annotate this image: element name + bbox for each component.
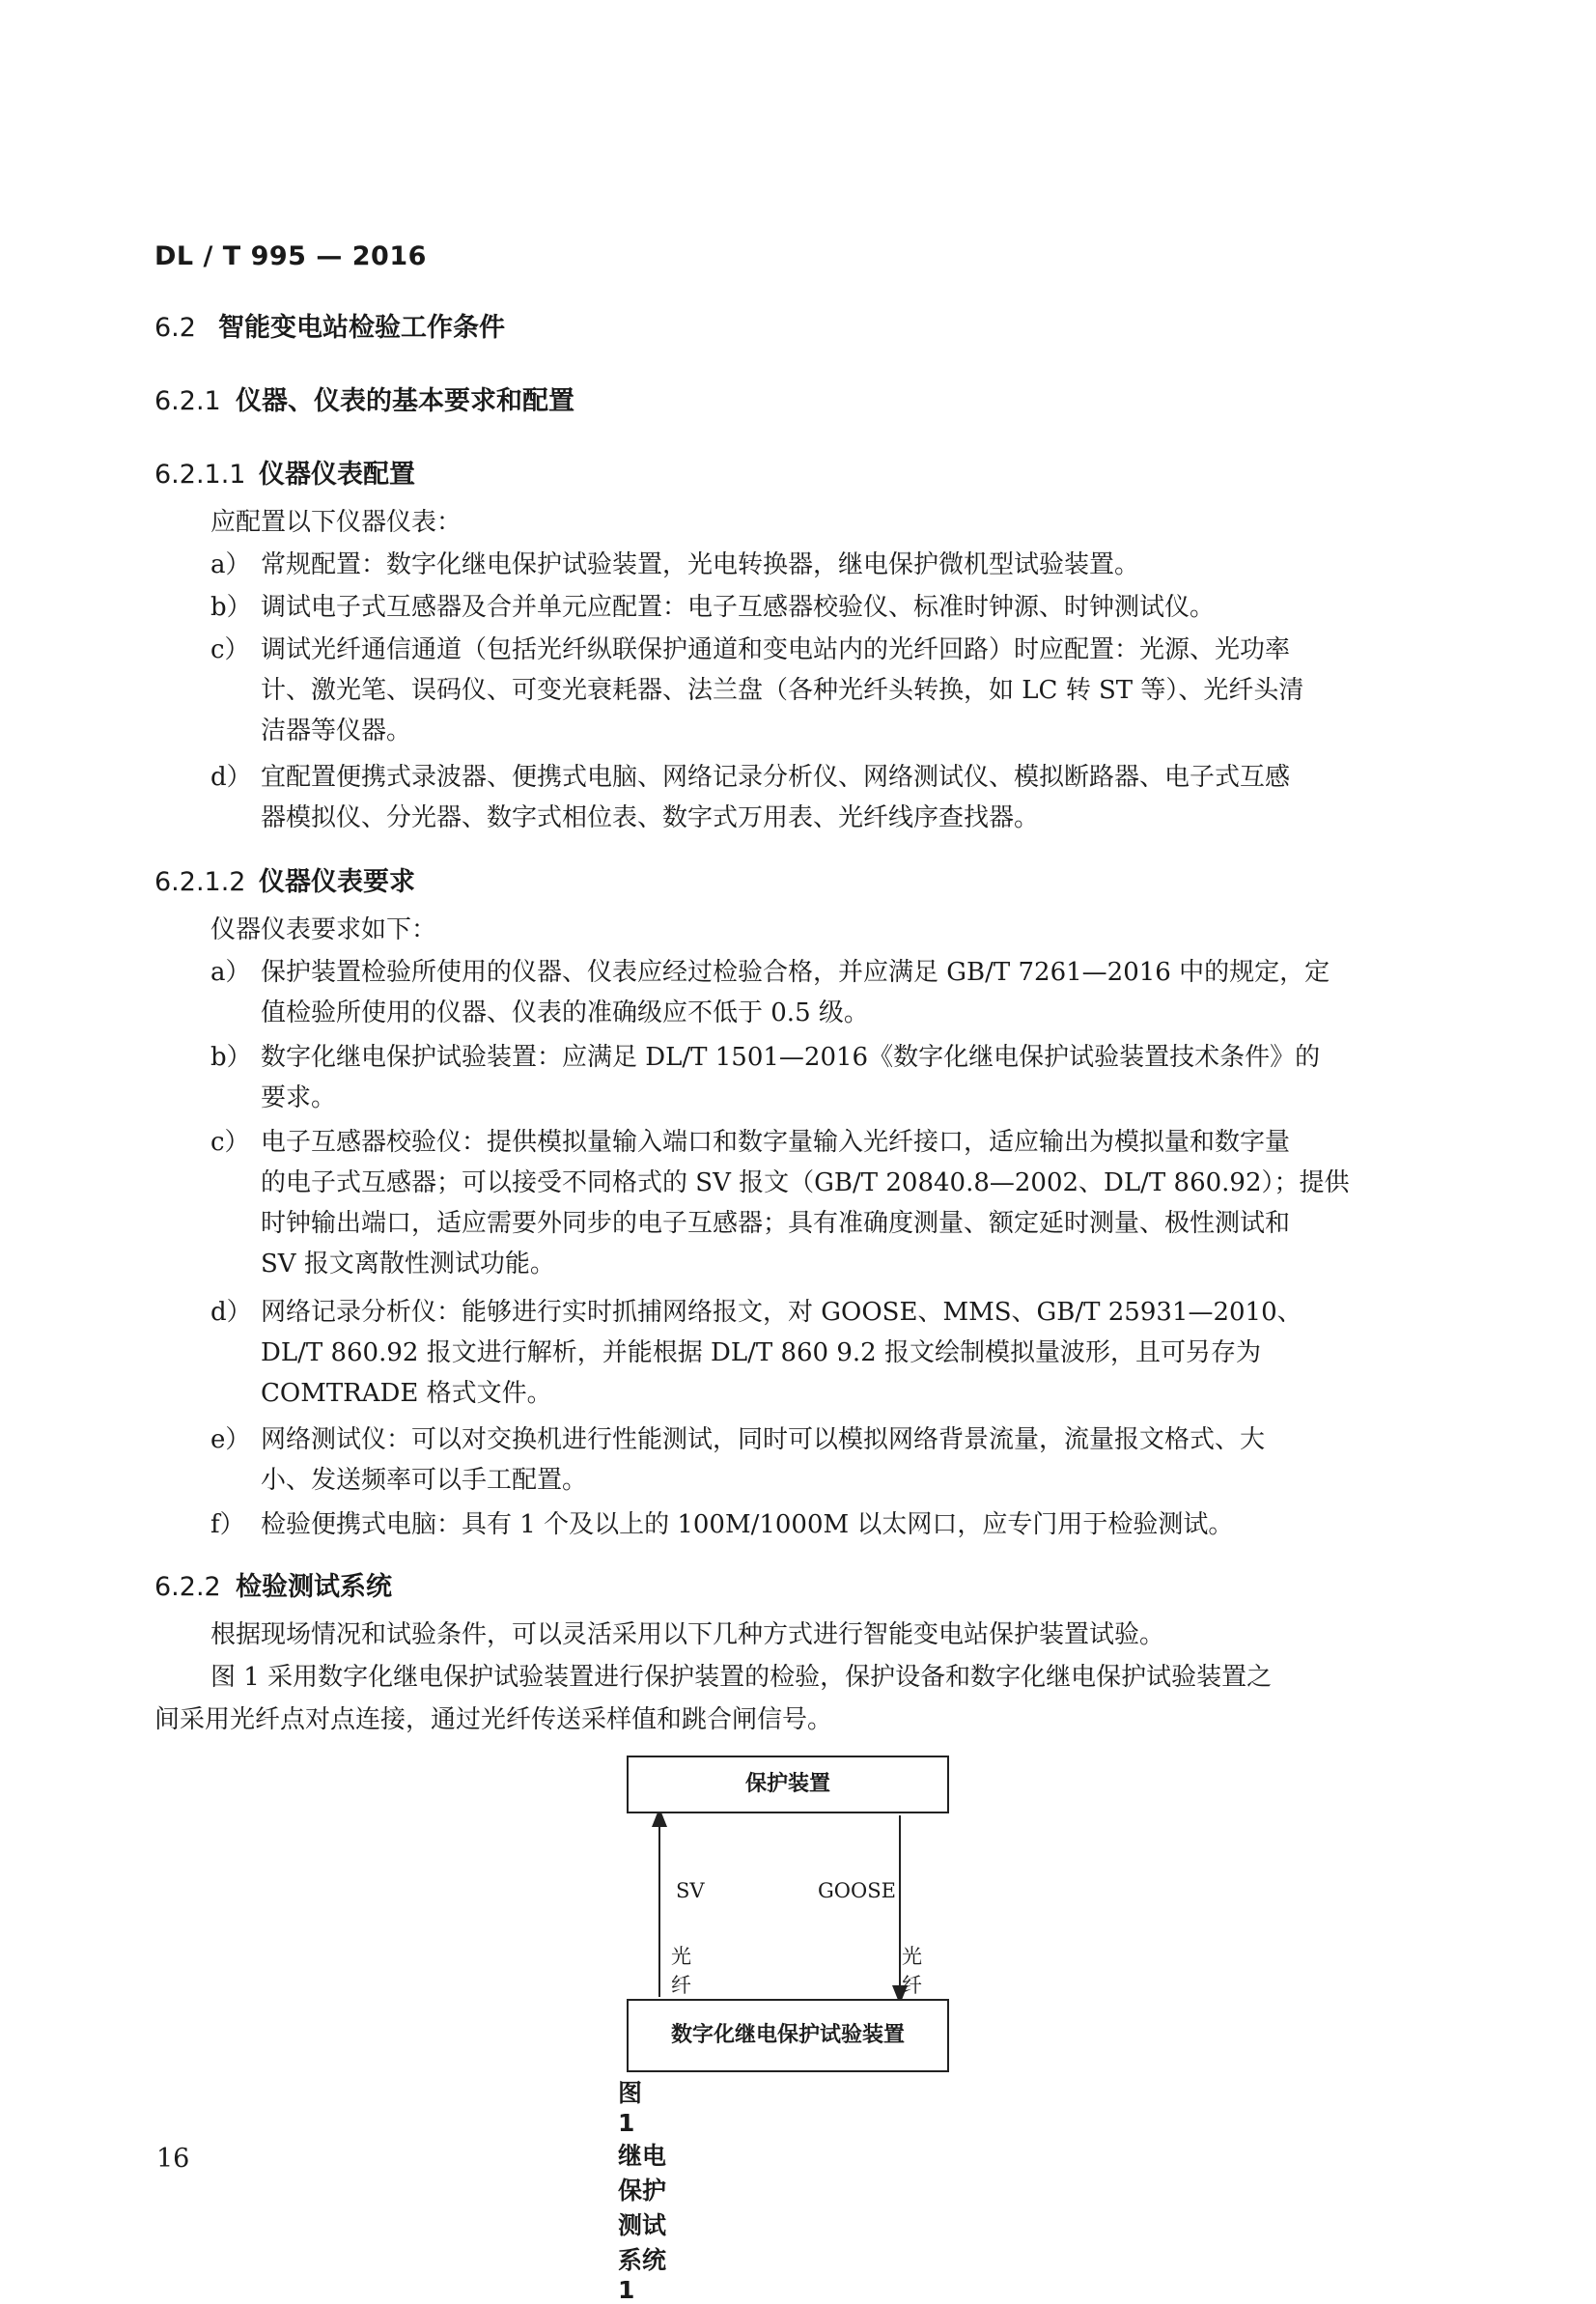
section-title: 检验测试系统 [236, 1572, 392, 1602]
list-label: e） [210, 1425, 251, 1454]
list-label: a） [210, 958, 251, 987]
section-title: 仪器仪表要求 [259, 867, 415, 897]
section-number: 6.2 [154, 313, 196, 343]
section-number: 6.2.1.2 [154, 867, 246, 897]
list-line: 网络测试仪：可以对交换机进行性能测试，同时可以模拟网络背景流量，流量报文格式、大 [261, 1425, 1266, 1454]
intro-text: 应配置以下仪器仪表： [210, 508, 462, 537]
section-title: 仪器、仪表的基本要求和配置 [236, 386, 574, 416]
goose-signal-label: GOOSE [818, 1879, 896, 1902]
figure-number: 图 1 [618, 2079, 643, 2137]
digital-relay-test-device-box [627, 1999, 949, 2072]
section-title: 智能变电站检验工作条件 [218, 313, 505, 343]
list-line: 调试光纤通信通道（包括光纤纵联保护通道和变电站内的光纤回路）时应配置：光源、光功率 [261, 635, 1291, 664]
left-fiber-label: 光纤 [671, 1945, 691, 1997]
list-line: 保护装置检验所使用的仪器、仪表应经过检验合格，并应满足 GB/T 7261—2016 中的规定，定 [261, 958, 1330, 987]
section-number: 6.2.2 [154, 1572, 221, 1602]
page-number: 16 [156, 2144, 190, 2174]
list-label: f） [210, 1510, 245, 1539]
section-title: 仪器仪表配置 [259, 460, 415, 490]
intro-text: 仪器仪表要求如下： [210, 915, 437, 944]
figure-caption [618, 2074, 677, 2304]
list-line: 检验便携式电脑：具有 1 个及以上的 100M/1000M 以太网口，应专门用于检验测试。 [261, 1510, 1234, 1539]
list-line: DL/T 860.92 报文进行解析，并能根据 DL/T 860 9.2 报文绘制模拟量波形，且可另存为 [261, 1338, 1261, 1367]
body-paragraph-line: 图 1 采用数字化继电保护试验装置进行保护装置的检验，保护设备和数字化继电保护试验装置之 [210, 1663, 1273, 1692]
list-line: 时钟输出端口，适应需要外同步的电子互感器；具有准确度测量、额定延时测量、极性测试和 [261, 1209, 1291, 1238]
standard-id: DL / T 995 — 2016 [154, 241, 427, 271]
list-line: SV 报文离散性测试功能。 [261, 1250, 555, 1278]
list-line: 要求。 [261, 1083, 337, 1112]
list-line: COMTRADE 格式文件。 [261, 1379, 552, 1408]
list-line: 电子互感器校验仪：提供模拟量输入端口和数字量输入光纤接口，适应输出为模拟量和数字量 [261, 1128, 1291, 1157]
list-line: 值检验所使用的仪器、仪表的准确级应不低于 0.5 级。 [261, 998, 869, 1027]
list-label: d） [210, 1298, 252, 1327]
list-line: 常规配置：数字化继电保护试验装置，光电转换器，继电保护微机型试验装置。 [261, 550, 1140, 579]
section-number: 6.2.1.1 [154, 460, 246, 490]
box-label: 保护装置 [744, 1772, 830, 1796]
section-number: 6.2.1 [154, 386, 221, 416]
list-line: 洁器等仪器。 [261, 716, 412, 745]
list-label: b） [210, 593, 252, 622]
list-line: 小、发送频率可以手工配置。 [261, 1466, 588, 1495]
list-line: 数字化继电保护试验装置：应满足 DL/T 1501—2016《数字化继电保护试验装置技术条件》的 [261, 1043, 1321, 1072]
right-fiber-label: 光纤 [902, 1945, 922, 1997]
body-paragraph-line: 间采用光纤点对点连接，通过光纤传送采样值和跳合闸信号。 [154, 1705, 833, 1734]
list-label: c） [210, 1128, 250, 1157]
list-line: 计、激光笔、误码仪、可变光衰耗器、法兰盘（各种光纤头转换，如 LC 转 ST 等）、光纤头清 [261, 676, 1304, 705]
list-label: d） [210, 763, 252, 792]
body-paragraph: 根据现场情况和试验条件，可以灵活采用以下几种方式进行智能变电站保护装置试验。 [210, 1620, 1165, 1649]
sv-signal-label: SV [676, 1879, 705, 1902]
list-line: 调试电子式互感器及合并单元应配置：电子互感器校验仪、标准时钟源、时钟测试仪。 [261, 593, 1216, 622]
list-label: b） [210, 1043, 252, 1072]
list-label: c） [210, 635, 250, 664]
list-line: 的电子式互感器；可以接受不同格式的 SV 报文（GB/T 20840.8—2002、DL/T 860.92）；提供 [261, 1168, 1350, 1197]
list-line: 器模拟仪、分光器、数字式相位表、数字式万用表、光纤线序查找器。 [261, 803, 1040, 832]
figure-title: 继电保护测试系统 1 [618, 2142, 667, 2304]
protection-device-box [627, 1756, 949, 1813]
box-label: 数字化继电保护试验装置 [670, 2023, 905, 2047]
list-line: 网络记录分析仪：能够进行实时抓捕网络报文，对 GOOSE、MMS、GB/T 25931—2010、 [261, 1298, 1302, 1327]
list-line: 宜配置便携式录波器、便携式电脑、网络记录分析仪、网络测试仪、模拟断路器、电子式互感 [261, 763, 1291, 792]
list-label: a） [210, 550, 251, 579]
